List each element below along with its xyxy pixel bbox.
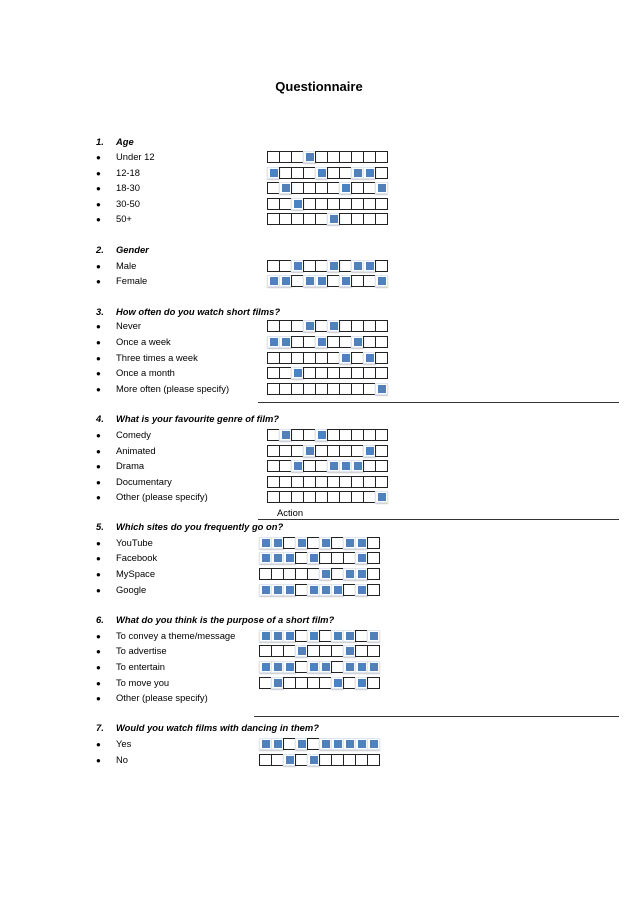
option-label: More often (please specify) <box>116 383 230 394</box>
bullet-icon: ● <box>96 740 101 749</box>
tally-boxes <box>268 167 388 179</box>
option-label: 50+ <box>116 213 132 224</box>
option-label: Three times a week <box>116 352 198 363</box>
option-label: YouTube <box>116 537 153 548</box>
tally-box-empty <box>375 151 388 163</box>
question-text: Would you watch films with dancing in them? <box>116 722 319 733</box>
option-item <box>96 677 169 689</box>
tally-boxes <box>260 552 380 564</box>
option-label: Under 12 <box>116 151 155 162</box>
question-text: Gender <box>116 244 149 255</box>
option-item <box>96 476 172 488</box>
tally-boxes <box>268 213 388 225</box>
option-item <box>96 445 156 457</box>
option-label: To advertise <box>116 645 167 656</box>
tally-boxes <box>268 352 388 364</box>
question-number: 2. <box>96 244 104 255</box>
tally-boxes <box>260 584 380 596</box>
question-text: What is your favourite genre of film? <box>116 413 280 424</box>
option-label: Google <box>116 584 147 595</box>
question-text: How often do you watch short films? <box>116 306 281 317</box>
option-item <box>96 167 140 179</box>
question-6-title <box>96 614 334 625</box>
bullet-icon: ● <box>96 586 101 595</box>
option-label: Once a week <box>116 336 171 347</box>
tally-box-empty <box>375 320 388 332</box>
tally-boxes <box>260 568 380 580</box>
tally-box-empty <box>375 167 388 179</box>
option-item <box>96 367 175 379</box>
tally-box-empty <box>375 260 388 272</box>
answer-line <box>254 716 619 717</box>
bullet-icon: ● <box>96 694 101 703</box>
answer-line <box>258 402 619 403</box>
tally-boxes <box>268 460 388 472</box>
question-text: What do you think is the purpose of a short film? <box>116 614 335 625</box>
option-item <box>96 584 146 596</box>
bullet-icon: ● <box>96 385 101 394</box>
bullet-icon: ● <box>96 663 101 672</box>
tally-box-empty <box>375 476 388 488</box>
bullet-icon: ● <box>96 169 101 178</box>
tally-boxes <box>268 429 388 441</box>
option-label: To convey a theme/message <box>116 630 236 641</box>
bullet-icon: ● <box>96 679 101 688</box>
tally-boxes <box>260 661 380 673</box>
bullet-icon: ● <box>96 554 101 563</box>
tally-box-empty <box>375 367 388 379</box>
bullet-icon: ● <box>96 369 101 378</box>
tally-boxes <box>260 738 380 750</box>
tally-box-empty <box>367 677 380 689</box>
option-label: MySpace <box>116 568 156 579</box>
question-2-title <box>96 244 149 255</box>
tally-boxes <box>260 537 380 549</box>
option-item <box>96 275 147 287</box>
option-item <box>96 645 167 657</box>
tally-boxes <box>268 182 388 194</box>
tally-box-empty <box>375 336 388 348</box>
tally-box-empty <box>375 429 388 441</box>
bullet-icon: ● <box>96 447 101 456</box>
option-label: 30-50 <box>116 198 140 209</box>
option-item <box>96 182 140 194</box>
bullet-icon: ● <box>96 215 101 224</box>
option-item <box>96 198 140 210</box>
question-number: 4. <box>96 413 104 424</box>
option-item <box>96 336 171 348</box>
option-item <box>96 320 141 332</box>
option-label: Female <box>116 275 148 286</box>
option-item <box>96 352 198 364</box>
question-5-title <box>96 521 283 532</box>
tally-box-empty <box>375 213 388 225</box>
question-number: 5. <box>96 521 104 532</box>
tally-box-empty <box>375 460 388 472</box>
bullet-icon: ● <box>96 570 101 579</box>
tally-boxes <box>260 645 380 657</box>
tally-box-empty <box>367 537 380 549</box>
tally-boxes <box>268 445 388 457</box>
option-label: Once a month <box>116 367 175 378</box>
question-1-title <box>96 136 134 147</box>
answer-line <box>258 519 619 520</box>
tally-box-empty <box>367 645 380 657</box>
question-number: 1. <box>96 136 104 147</box>
tally-box-ticked <box>375 383 388 395</box>
tally-boxes <box>268 476 388 488</box>
tally-boxes <box>260 754 380 766</box>
tally-boxes <box>268 336 388 348</box>
question-number: 6. <box>96 614 104 625</box>
tally-box-empty <box>367 568 380 580</box>
page-title: Questionnaire <box>275 79 363 94</box>
tally-boxes <box>260 630 380 642</box>
option-label: To move you <box>116 677 170 688</box>
tally-box-empty <box>375 445 388 457</box>
bullet-icon: ● <box>96 200 101 209</box>
bullet-icon: ● <box>96 277 101 286</box>
option-item <box>96 537 153 549</box>
question-text: Age <box>116 136 134 147</box>
tally-box-empty <box>367 584 380 596</box>
tally-boxes <box>268 151 388 163</box>
bullet-icon: ● <box>96 632 101 641</box>
bullet-icon: ● <box>96 462 101 471</box>
question-4-title <box>96 413 279 424</box>
bullet-icon: ● <box>96 354 101 363</box>
question-3-title <box>96 306 280 317</box>
tally-boxes <box>268 275 388 287</box>
bullet-icon: ● <box>96 184 101 193</box>
option-label: Male <box>116 260 137 271</box>
option-label: 18-30 <box>116 182 140 193</box>
option-item <box>96 661 165 673</box>
option-item <box>96 754 128 766</box>
bullet-icon: ● <box>96 493 101 502</box>
tally-box-ticked <box>375 491 388 503</box>
option-label: No <box>116 754 128 765</box>
bullet-icon: ● <box>96 262 101 271</box>
tally-box-ticked <box>375 182 388 194</box>
question-7-title <box>96 722 319 733</box>
bullet-icon: ● <box>96 338 101 347</box>
tally-box-empty <box>375 352 388 364</box>
option-label: Animated <box>116 445 156 456</box>
tally-boxes <box>260 677 380 689</box>
tally-box-ticked <box>375 275 388 287</box>
option-item <box>96 630 235 642</box>
option-label: Never <box>116 320 142 331</box>
option-item <box>96 429 151 441</box>
tally-box-ticked <box>367 661 380 673</box>
bullet-icon: ● <box>96 478 101 487</box>
option-label: Other (please specify) <box>116 491 208 502</box>
option-label: Facebook <box>116 552 158 563</box>
option-label: Other (please specify) <box>116 692 208 703</box>
option-label: 12-18 <box>116 167 140 178</box>
option-label: To entertain <box>116 661 165 672</box>
bullet-icon: ● <box>96 431 101 440</box>
tally-boxes <box>268 491 388 503</box>
question-number: 7. <box>96 722 104 733</box>
tally-box-empty <box>375 198 388 210</box>
bullet-icon: ● <box>96 756 101 765</box>
option-item <box>96 260 136 272</box>
tally-boxes <box>268 320 388 332</box>
tally-box-ticked <box>367 738 380 750</box>
option-item <box>96 692 208 704</box>
other-answer-text: Action <box>277 507 304 518</box>
tally-box-empty <box>367 552 380 564</box>
option-item <box>96 151 155 163</box>
option-label: Drama <box>116 460 145 471</box>
tally-box-ticked <box>367 630 380 642</box>
option-item <box>96 213 132 225</box>
option-label: Comedy <box>116 429 151 440</box>
option-label: Documentary <box>116 476 172 487</box>
tally-boxes <box>268 260 388 272</box>
option-item <box>96 568 155 580</box>
option-item <box>96 552 157 564</box>
option-item <box>96 491 208 503</box>
bullet-icon: ● <box>96 647 101 656</box>
tally-box-empty <box>367 754 380 766</box>
tally-boxes <box>268 367 388 379</box>
tally-boxes <box>268 383 388 395</box>
bullet-icon: ● <box>96 322 101 331</box>
option-item <box>96 383 229 395</box>
option-item <box>96 460 144 472</box>
question-number: 3. <box>96 306 104 317</box>
question-text: Which sites do you frequently go on? <box>116 521 284 532</box>
bullet-icon: ● <box>96 539 101 548</box>
option-item <box>96 738 131 750</box>
tally-boxes <box>268 198 388 210</box>
bullet-icon: ● <box>96 153 101 162</box>
option-label: Yes <box>116 738 132 749</box>
